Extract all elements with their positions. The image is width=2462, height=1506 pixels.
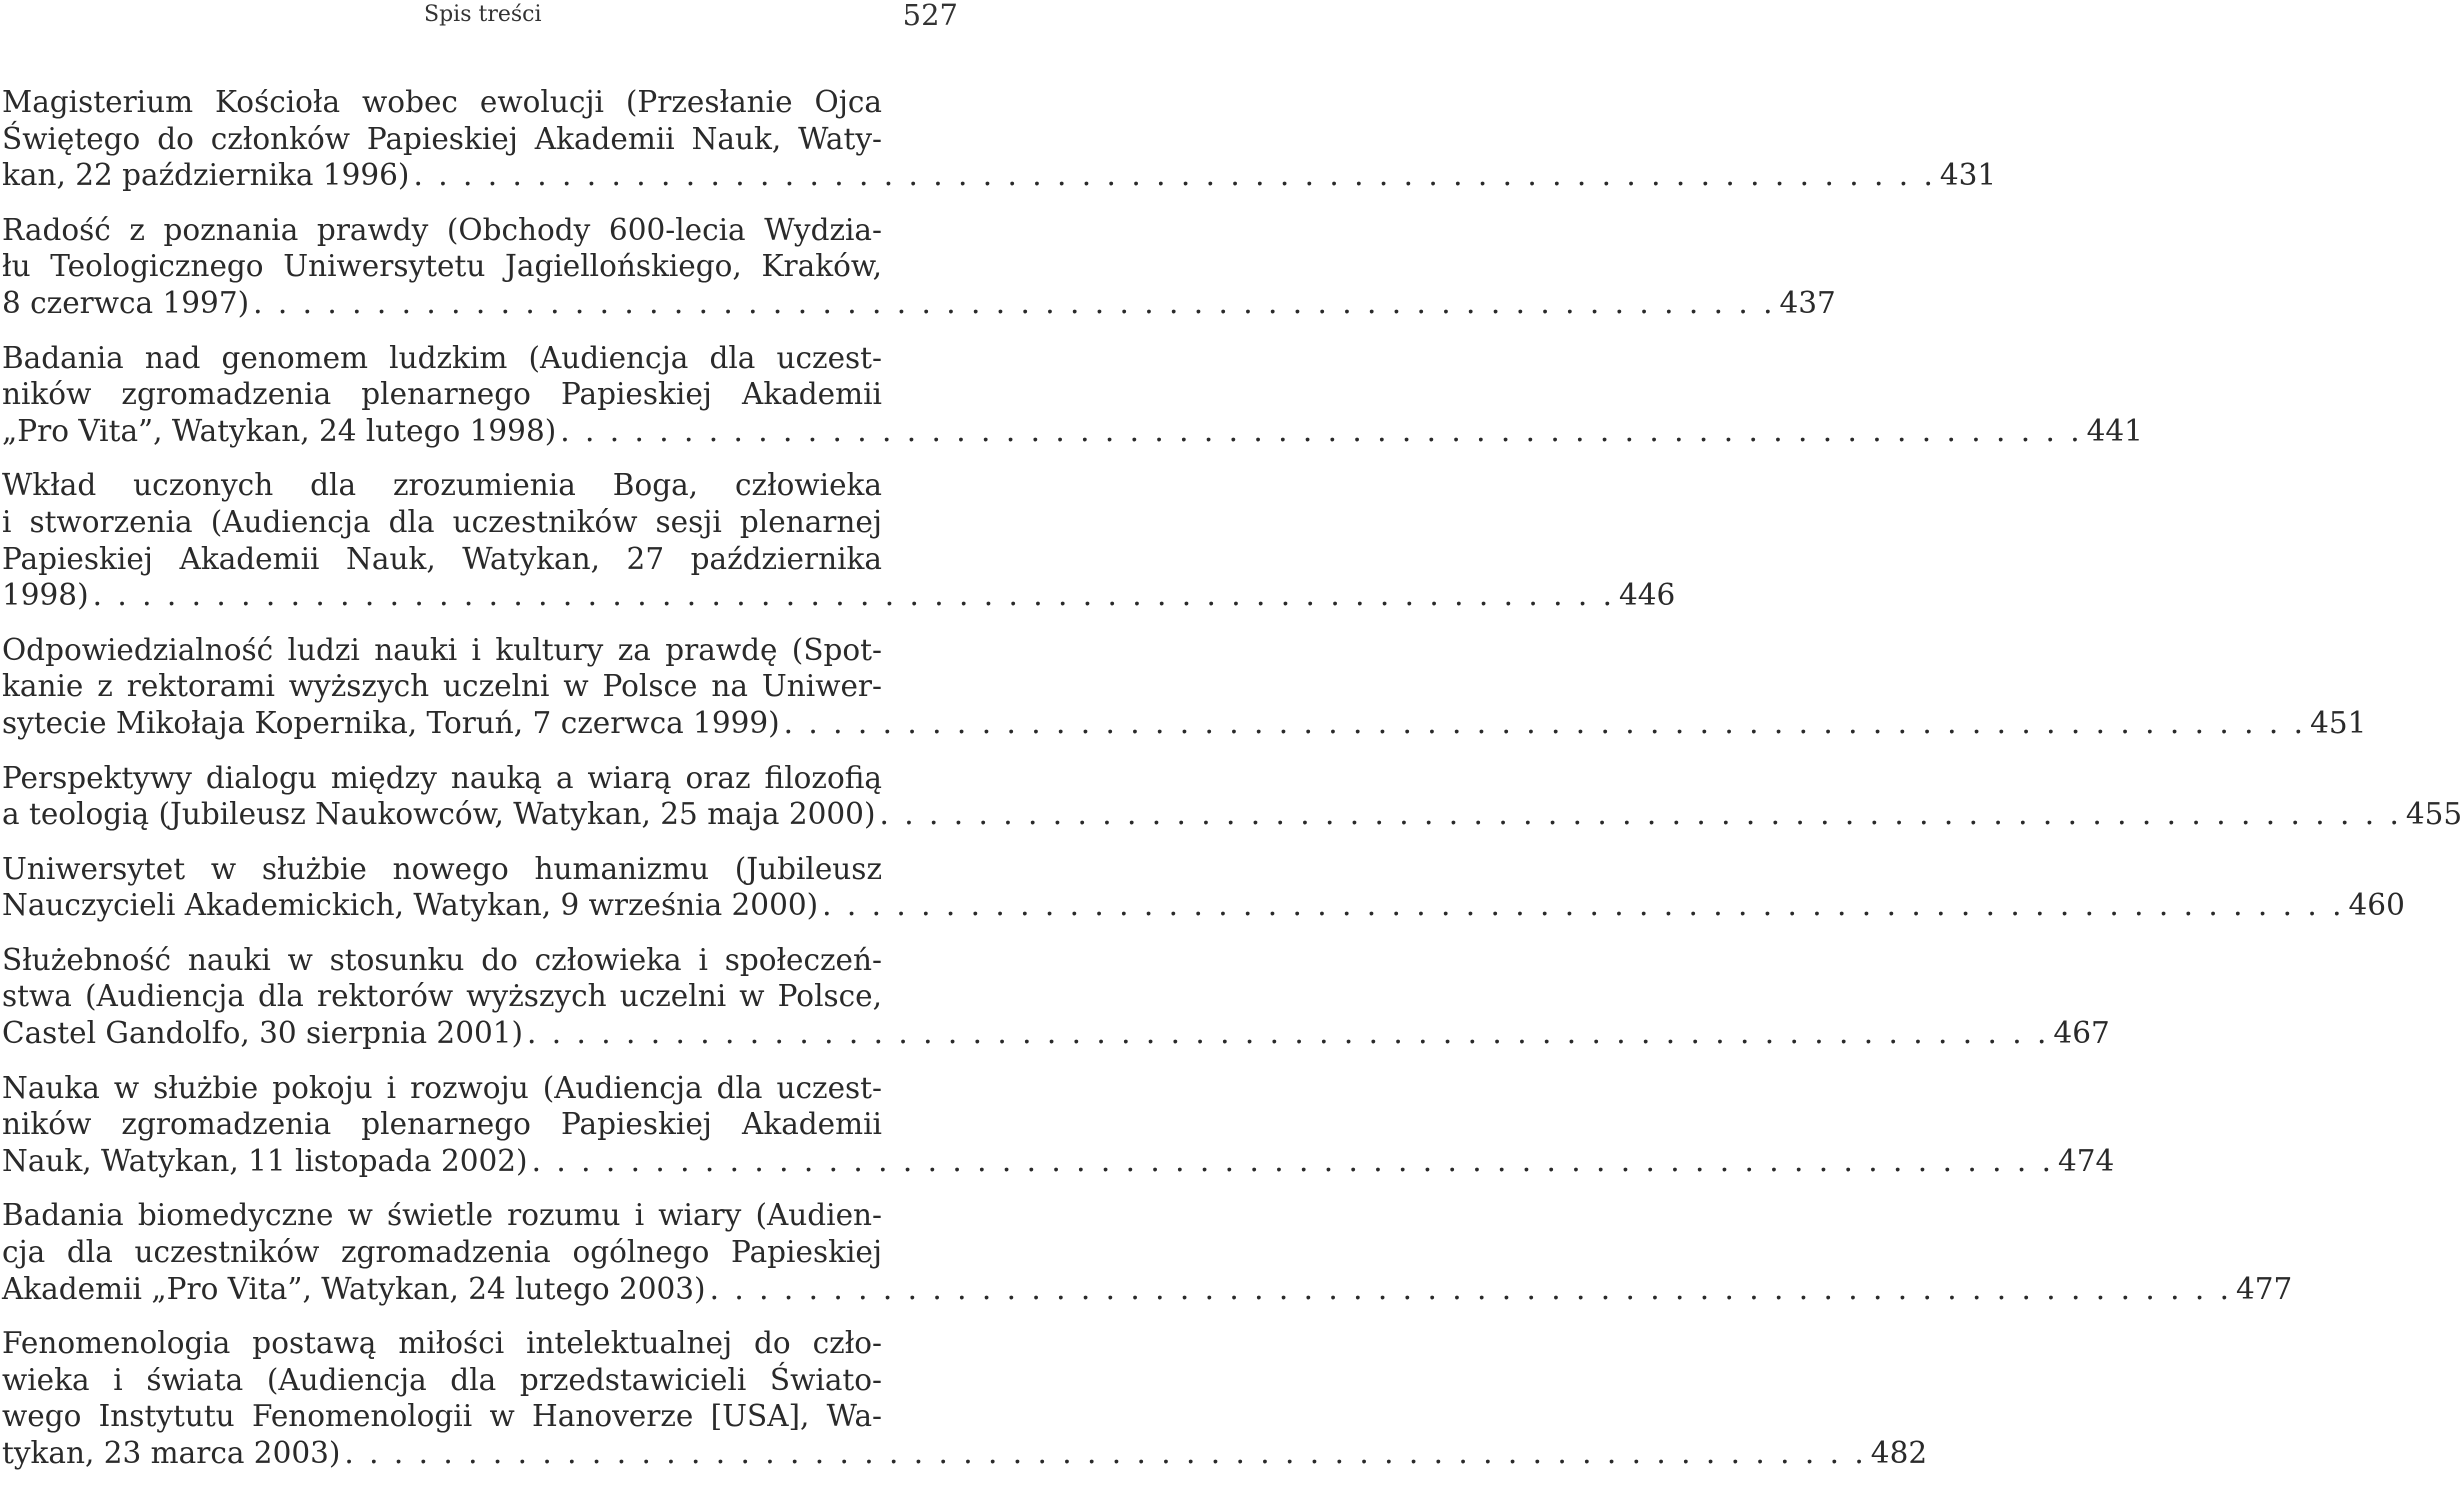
toc-entry[interactable] bbox=[2, 84, 1997, 194]
toc-entry-last-line bbox=[2, 577, 1676, 614]
toc-page-number: 460 bbox=[2348, 888, 2405, 923]
toc-entry-line: kanie z rektorami wyższych uczelni w Polsce na Uniwer- bbox=[2, 669, 882, 704]
toc-entry[interactable] bbox=[2, 1070, 2115, 1180]
toc-entry[interactable] bbox=[2, 1197, 2293, 1307]
toc-entry-line: 1998) bbox=[2, 578, 89, 613]
toc-page-number: 455 bbox=[2405, 797, 2462, 832]
dot-leader: . . . . . . . . . . . . . . . . . . . . . . . . . . . . . . . . . . . . . . . . . . . . . . . . . . . . . . . . . . . . . . bbox=[560, 413, 2083, 448]
dot-leader: . . . . . . . . . . . . . . . . . . . . . . . . . . . . . . . . . . . . . . . . . . . . . . . . . . . . . . . . . . . . . . bbox=[413, 158, 1936, 193]
table-of-contents bbox=[2, 84, 2462, 1490]
dot-leader: . . . . . . . . . . . . . . . . . . . . . . . . . . . . . . . . . . . . . . . . . . . . . . . . . . . . . . . . . . . . . . bbox=[879, 797, 2402, 832]
toc-entry-line: stwa (Audiencja dla rektorów wyższych uczelni w Polsce, bbox=[2, 979, 882, 1014]
toc-page-number: 474 bbox=[2057, 1143, 2115, 1178]
toc-entry-line: 8 czerwca 1997) bbox=[2, 285, 250, 320]
toc-entry-line: Uniwersytet w służbie nowego humanizmu (Jubileusz bbox=[2, 851, 882, 886]
toc-entry-line: Badania biomedyczne w świetle rozumu i wiary (Audien- bbox=[2, 1198, 882, 1233]
toc-page-number: 446 bbox=[1619, 578, 1676, 613]
toc-entry-line: Nauk, Watykan, 11 listopada 2002) bbox=[2, 1143, 528, 1178]
toc-entry-last-line bbox=[2, 887, 2405, 924]
toc-entry-line: Fenomenologia postawą miłości intelektualnej do czło- bbox=[2, 1326, 882, 1361]
toc-entry[interactable] bbox=[2, 851, 2405, 924]
toc-entry-line: wego Instytutu Fenomenologii w Hanoverze [USA], Wa- bbox=[2, 1399, 882, 1434]
page-header bbox=[0, 0, 960, 36]
toc-entry-line: Nauka w służbie pokoju i rozwoju (Audiencja dla uczest- bbox=[2, 1070, 882, 1105]
dot-leader: . . . . . . . . . . . . . . . . . . . . . . . . . . . . . . . . . . . . . . . . . . . . . . . . . . . . . . . . . . . . . . bbox=[531, 1143, 2054, 1178]
toc-entry-line: Badania nad genomem ludzkim (Audiencja dla uczest- bbox=[2, 340, 882, 375]
toc-entry-line: sytecie Mikołaja Kopernika, Toruń, 7 czerwca 1999) bbox=[2, 705, 780, 740]
toc-entry-last-line bbox=[2, 1271, 2293, 1308]
toc-entry-last-line bbox=[2, 157, 1997, 194]
toc-entry-line: Nauczycieli Akademickich, Watykan, 9 września 2000) bbox=[2, 888, 819, 923]
toc-entry-line: Radość z poznania prawdy (Obchody 600-lecia Wydzia- bbox=[2, 212, 882, 247]
toc-entry-line: Castel Gandolfo, 30 sierpnia 2001) bbox=[2, 1016, 524, 1051]
toc-page-number: 482 bbox=[1870, 1436, 1928, 1470]
dot-leader: . . . . . . . . . . . . . . . . . . . . . . . . . . . . . . . . . . . . . . . . . . . . . . . . . . . . . . . . . . . . . . bbox=[783, 705, 2307, 740]
toc-entry[interactable] bbox=[2, 340, 2143, 450]
toc-entry-line: „Pro Vita”, Watykan, 24 lutego 1998) bbox=[2, 413, 557, 448]
toc-entry-last-line bbox=[2, 413, 2143, 450]
toc-entry-line: a teologią (Jubileusz Naukowców, Watykan, 25 maja 2000) bbox=[2, 797, 876, 832]
toc-page-number: 467 bbox=[2053, 1016, 2110, 1051]
toc-entry-line: kan, 22 października 1996) bbox=[2, 158, 410, 193]
toc-entry[interactable] bbox=[2, 467, 1676, 613]
toc-entry-line: Perspektywy dialogu między nauką a wiarą oraz filozofią bbox=[2, 760, 882, 795]
running-title: Spis treści bbox=[424, 2, 542, 27]
toc-entry[interactable] bbox=[2, 760, 2462, 833]
toc-entry-line: i stworzenia (Audiencja dla uczestników sesji plenarnej bbox=[2, 504, 882, 539]
toc-entry-line: Akademii „Pro Vita”, Watykan, 24 lutego 2003) bbox=[2, 1271, 706, 1306]
toc-entry-last-line bbox=[2, 705, 2367, 742]
dot-leader: . . . . . . . . . . . . . . . . . . . . . . . . . . . . . . . . . . . . . . . . . . . . . . . . . . . . . . . . . . . . . . bbox=[822, 888, 2345, 923]
dot-leader: . . . . . . . . . . . . . . . . . . . . . . . . . . . . . . . . . . . . . . . . . . . . . . . . . . . . . . . . . . . . . . bbox=[527, 1016, 2050, 1051]
toc-entry-line: ników zgromadzenia plenarnego Papieskiej Akademii bbox=[2, 1107, 882, 1142]
toc-page-number: 441 bbox=[2086, 413, 2143, 448]
toc-entry-line: Magisterium Kościoła wobec ewolucji (Przesłanie Ojca bbox=[2, 85, 882, 119]
toc-entry-line: Świętego do członków Papieskiej Akademii Nauk, Waty- bbox=[2, 121, 882, 156]
toc-entry[interactable] bbox=[2, 212, 1836, 322]
toc-entry[interactable] bbox=[2, 942, 2110, 1052]
dot-leader: . . . . . . . . . . . . . . . . . . . . . . . . . . . . . . . . . . . . . . . . . . . . . . . . . . . . . . . . . . . . . . bbox=[344, 1436, 1867, 1470]
dot-leader: . . . . . . . . . . . . . . . . . . . . . . . . . . . . . . . . . . . . . . . . . . . . . . . . . . . . . . . . . . . . . . bbox=[92, 578, 1615, 613]
toc-entry-last-line bbox=[2, 285, 1836, 322]
toc-entry-line: tykan, 23 marca 2003) bbox=[2, 1436, 341, 1470]
toc-entry-line: ników zgromadzenia plenarnego Papieskiej Akademii bbox=[2, 377, 882, 412]
toc-entry[interactable] bbox=[2, 632, 2367, 742]
toc-entry-last-line bbox=[2, 796, 2462, 833]
toc-entry-line: łu Teologicznego Uniwersytetu Jagiellońskiego, Kraków, bbox=[2, 249, 882, 284]
toc-entry-line: Służebność nauki w stosunku do człowieka i społeczeń- bbox=[2, 942, 882, 977]
toc-entry-line: Wkład uczonych dla zrozumienia Boga, człowieka bbox=[2, 468, 882, 503]
toc-entry[interactable] bbox=[2, 1325, 1928, 1471]
page-number: 527 bbox=[902, 0, 958, 32]
toc-entry-last-line bbox=[2, 1435, 1928, 1472]
toc-entry-line: Papieskiej Akademii Nauk, Watykan, 27 października bbox=[2, 541, 882, 576]
toc-entry-last-line bbox=[2, 1015, 2110, 1052]
toc-page-number: 437 bbox=[1779, 285, 1836, 320]
dot-leader: . . . . . . . . . . . . . . . . . . . . . . . . . . . . . . . . . . . . . . . . . . . . . . . . . . . . . . . . . . . . . . bbox=[709, 1271, 2232, 1306]
toc-entry-line: wieka i świata (Audiencja dla przedstawicieli Świato- bbox=[2, 1362, 882, 1397]
toc-page-number: 451 bbox=[2310, 705, 2367, 740]
toc-page-number: 477 bbox=[2235, 1271, 2293, 1306]
toc-entry-line: Odpowiedzialność ludzi nauki i kultury za prawdę (Spot- bbox=[2, 632, 882, 667]
dot-leader: . . . . . . . . . . . . . . . . . . . . . . . . . . . . . . . . . . . . . . . . . . . . . . . . . . . . . . . . . . . . . . bbox=[253, 285, 1776, 320]
toc-entry-line: cja dla uczestników zgromadzenia ogólnego Papieskiej bbox=[2, 1235, 882, 1270]
toc-page-number: 431 bbox=[1939, 158, 1997, 193]
toc-entry-last-line bbox=[2, 1143, 2115, 1180]
